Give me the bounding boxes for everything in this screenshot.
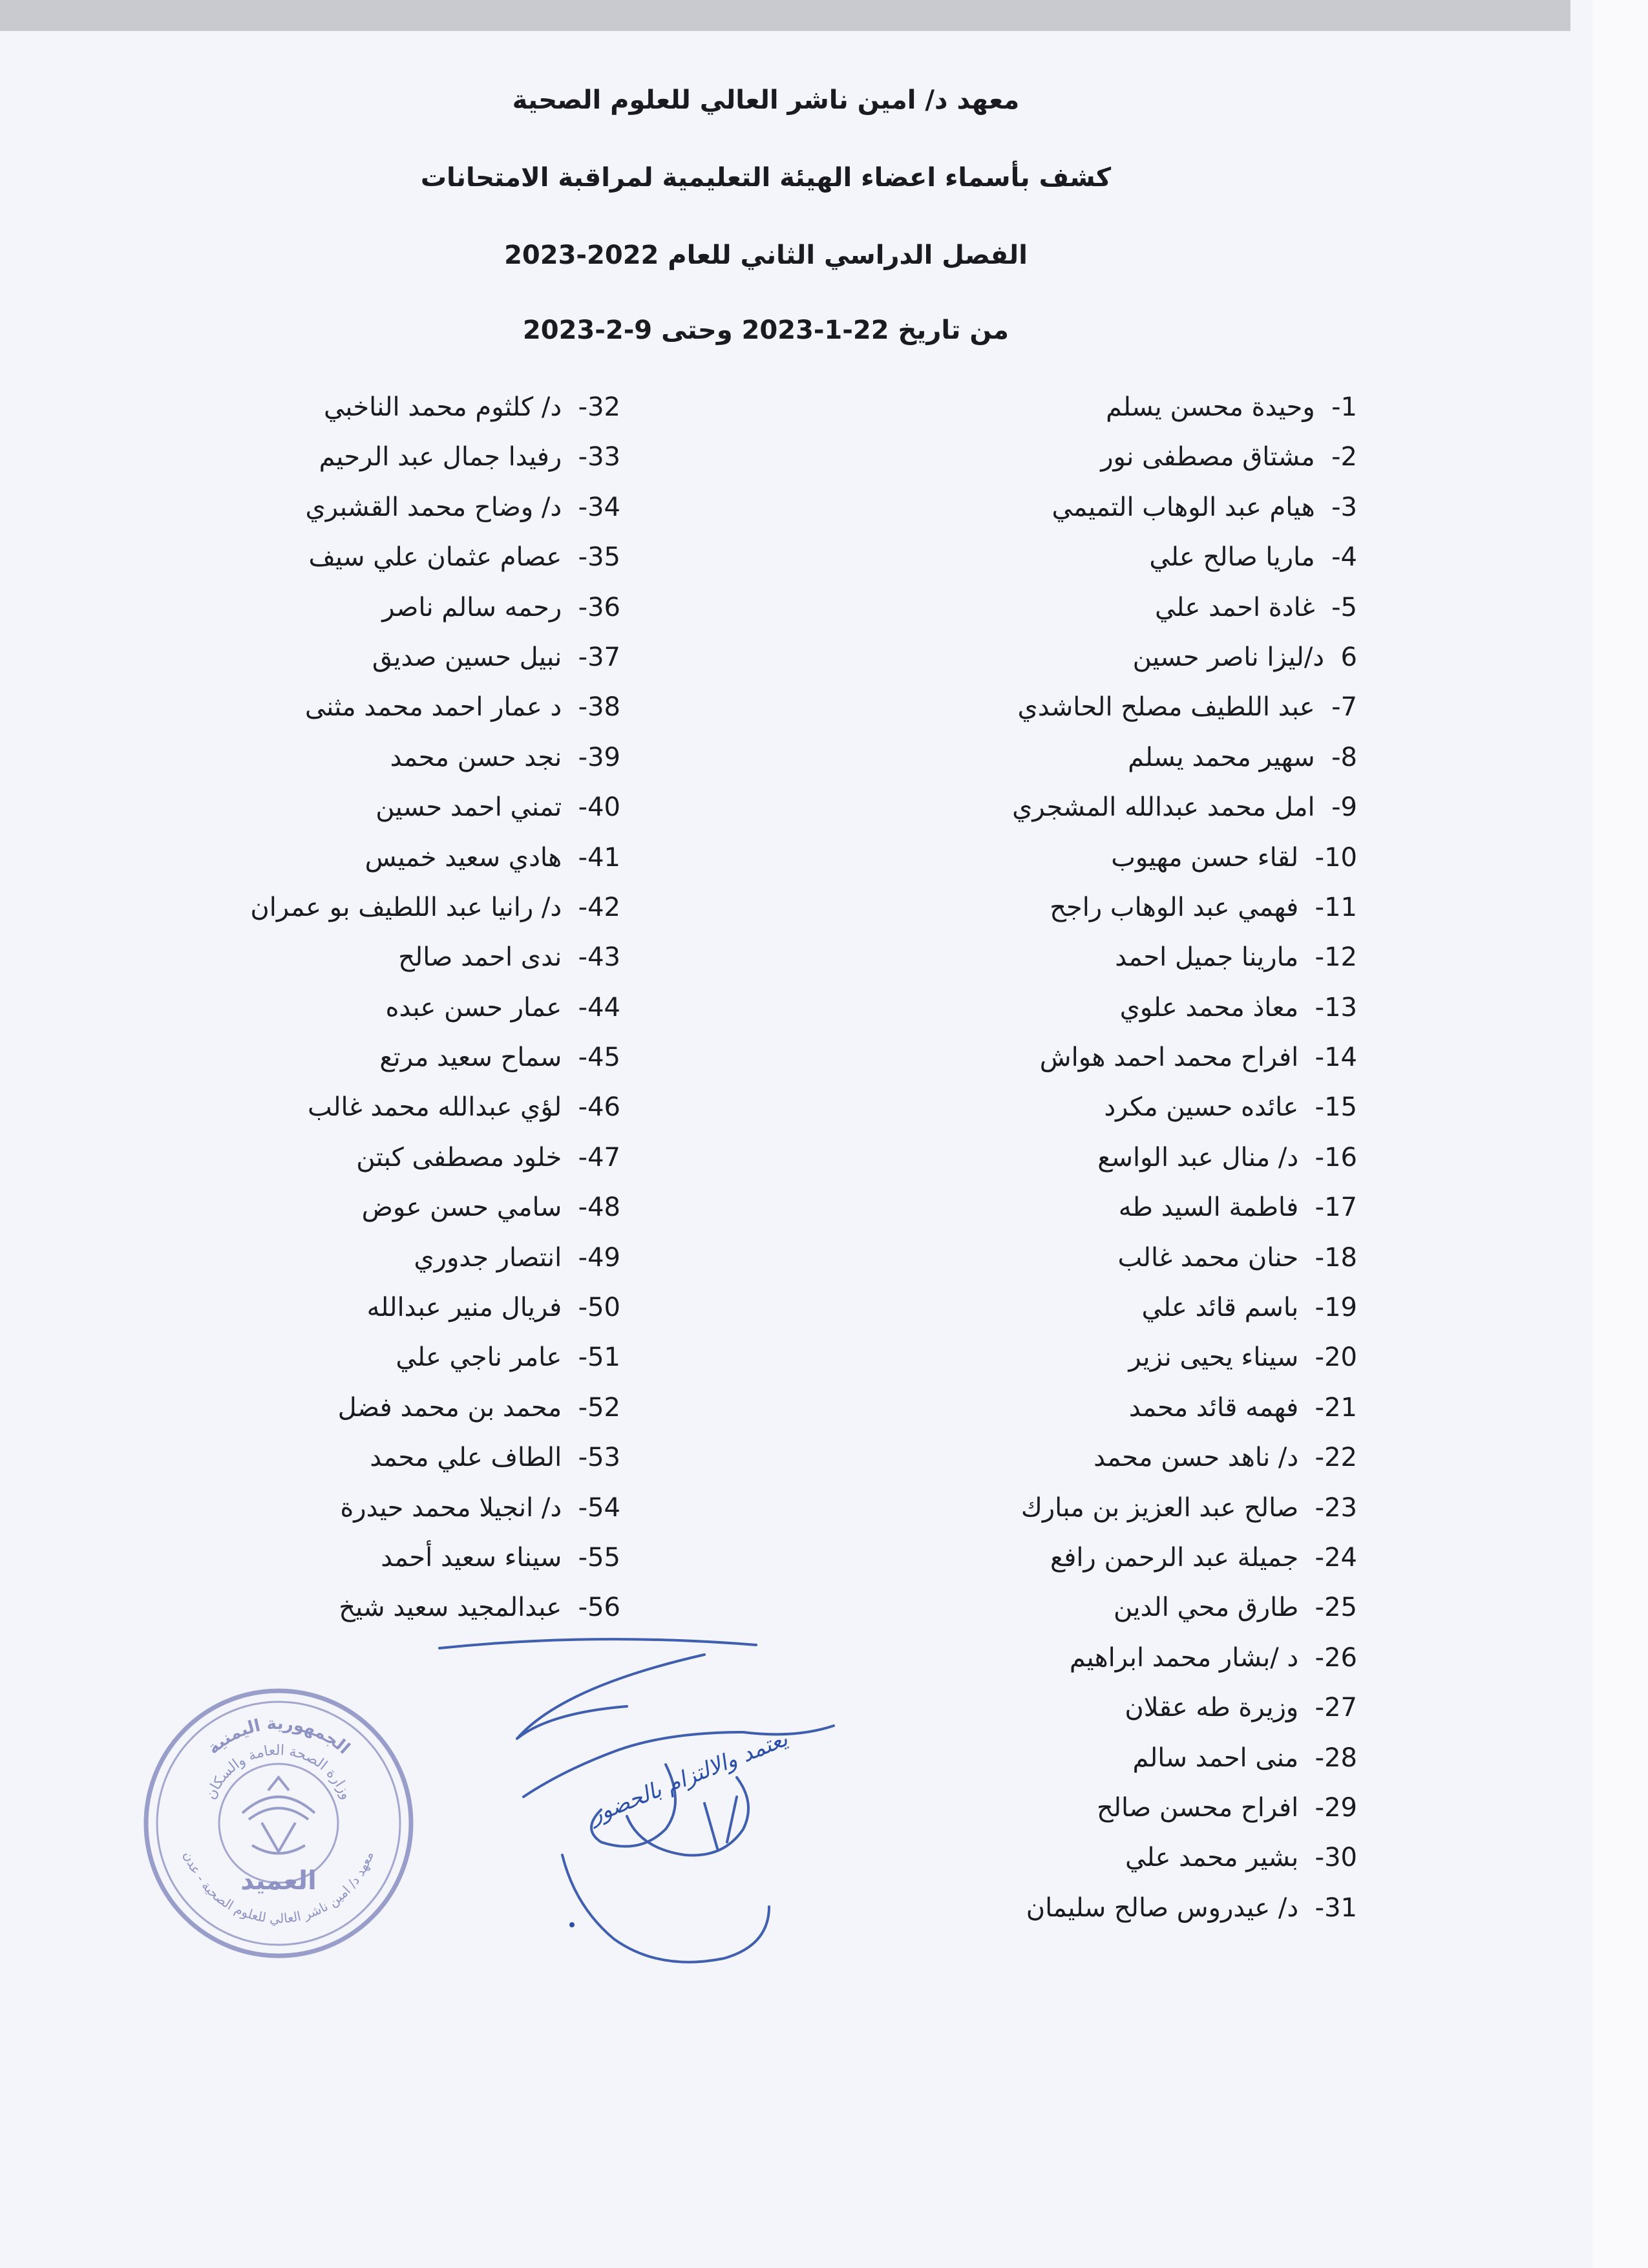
item-name: نجد حسن محمد xyxy=(390,742,562,772)
item-number: 5- xyxy=(1331,592,1357,622)
item-number: 41- xyxy=(578,842,620,873)
list-item xyxy=(65,533,620,582)
item-number: 55- xyxy=(578,1542,620,1573)
item-name: فاطمة السيد طه xyxy=(1118,1192,1299,1223)
item-number: 4- xyxy=(1331,542,1357,573)
list-item xyxy=(65,1033,620,1083)
item-name: هيام عبد الوهاب التميمي xyxy=(1051,492,1315,522)
list-item xyxy=(65,583,620,633)
item-number: 17- xyxy=(1315,1192,1357,1223)
item-name: سهير محمد يسلم xyxy=(1128,742,1315,772)
period-line: من تاريخ 22-1-2023 وحتى 9-2-2023 xyxy=(522,315,1009,345)
list-item xyxy=(776,1433,1357,1483)
item-name: سماح سعيد مرتع xyxy=(379,1043,562,1073)
item-name: هادي سعيد خميس xyxy=(364,842,562,873)
scan-edge-top xyxy=(0,0,1570,31)
institute-name: معهد د/ امين ناشر العالي للعلوم الصحية xyxy=(512,85,1020,115)
list-item xyxy=(776,483,1357,533)
item-name: د عمار احمد محمد مثنى xyxy=(304,692,562,723)
item-number: 3- xyxy=(1331,492,1357,522)
item-number: 50- xyxy=(578,1293,620,1323)
list-item xyxy=(65,1533,620,1583)
item-name: نبيل حسين صديق xyxy=(372,642,562,672)
list-item xyxy=(65,833,620,883)
list-item xyxy=(776,983,1357,1033)
list-item xyxy=(776,1283,1357,1333)
item-number: 42- xyxy=(578,892,620,922)
document-title: كشف بأسماء اعضاء الهيئة التعليمية لمراقبة الامتحانات xyxy=(420,163,1112,193)
item-number: 8- xyxy=(1331,742,1357,772)
list-item xyxy=(65,1233,620,1283)
list-item xyxy=(65,633,620,683)
item-name: د/ رانيا عبد اللطيف بو عمران xyxy=(250,892,562,922)
list-item xyxy=(776,683,1357,732)
item-name: رحمه سالم ناصر xyxy=(382,592,562,622)
signature xyxy=(433,1635,885,1997)
item-number: 48- xyxy=(578,1192,620,1223)
item-number: 32- xyxy=(578,392,620,422)
item-number: 51- xyxy=(578,1342,620,1373)
item-name: غادة احمد علي xyxy=(1154,592,1315,622)
item-number: 39- xyxy=(578,742,620,772)
item-name: معاذ محمد علوي xyxy=(1119,992,1299,1023)
list-item xyxy=(65,883,620,933)
item-name: افراح محسن صالح xyxy=(1097,1792,1299,1823)
item-number: 29- xyxy=(1315,1792,1357,1823)
item-number: 38- xyxy=(578,692,620,723)
list-item xyxy=(776,583,1357,633)
list-item xyxy=(776,533,1357,582)
item-name: عائده حسين مكرد xyxy=(1104,1092,1299,1123)
list-item xyxy=(776,833,1357,883)
item-name: حنان محمد غالب xyxy=(1117,1242,1299,1273)
item-name: لؤي عبدالله محمد غالب xyxy=(308,1092,562,1123)
item-number: 34- xyxy=(578,492,620,522)
item-name: تمني احمد حسين xyxy=(375,792,562,823)
list-item xyxy=(65,1433,620,1483)
item-number: 56- xyxy=(578,1593,620,1623)
item-name: ماريا صالح علي xyxy=(1149,542,1315,573)
list-item xyxy=(776,1583,1357,1633)
item-number: 46- xyxy=(578,1092,620,1123)
eagle-emblem-icon xyxy=(242,1777,315,1854)
list-item xyxy=(65,383,620,432)
item-name: د/ منال عبد الواسع xyxy=(1097,1142,1299,1172)
item-number: 31- xyxy=(1315,1892,1357,1923)
list-item xyxy=(776,733,1357,783)
list-item xyxy=(65,432,620,482)
item-number: 53- xyxy=(578,1443,620,1473)
item-name: د /بشار محمد ابراهيم xyxy=(1069,1642,1299,1673)
item-number: 24- xyxy=(1315,1542,1357,1573)
list-item xyxy=(776,1083,1357,1132)
item-name: ندى احمد صالح xyxy=(398,942,562,973)
list-item xyxy=(65,783,620,832)
semester-line: الفصل الدراسي الثاني للعام 2022-2023 xyxy=(504,240,1028,270)
item-name: د/ عيدروس صالح سليمان xyxy=(1026,1892,1299,1923)
item-name: انتصار جدوري xyxy=(414,1242,562,1273)
list-item xyxy=(65,1333,620,1383)
seal-center-text: العميد xyxy=(240,1866,317,1896)
item-name: سيناء سعيد أحمد xyxy=(381,1542,562,1573)
item-name: باسم قائد علي xyxy=(1141,1293,1299,1323)
item-name: عصام عثمان علي سيف xyxy=(308,542,562,573)
list-item xyxy=(776,1483,1357,1533)
signature-stroke-1 xyxy=(439,1639,756,1648)
item-name: منى احمد سالم xyxy=(1132,1743,1299,1773)
item-name: الطاف علي محمد xyxy=(370,1443,562,1473)
item-name: وزيرة طه عقلان xyxy=(1125,1693,1299,1723)
list-item xyxy=(776,783,1357,832)
item-name: عبد اللطيف مصلح الحاشدي xyxy=(1017,692,1315,723)
list-item xyxy=(65,1383,620,1433)
item-number: 36- xyxy=(578,592,620,622)
item-name: وحيدة محسن يسلم xyxy=(1106,392,1315,422)
list-item xyxy=(65,1283,620,1333)
list-item xyxy=(776,1033,1357,1083)
list-item xyxy=(776,1133,1357,1183)
item-name: لقاء حسن مهيوب xyxy=(1111,842,1299,873)
list-item xyxy=(65,1183,620,1233)
item-number: 19- xyxy=(1315,1293,1357,1323)
item-number: 49- xyxy=(578,1242,620,1273)
item-number: 27- xyxy=(1315,1693,1357,1723)
list-item xyxy=(65,483,620,533)
item-name: د/ وضاح محمد القشبري xyxy=(305,492,562,522)
list-item xyxy=(776,883,1357,933)
item-number: 18- xyxy=(1315,1242,1357,1273)
item-number: 1- xyxy=(1331,392,1357,422)
item-name: د/ ناهد حسن محمد xyxy=(1093,1443,1299,1473)
item-name: مارينا جميل احمد xyxy=(1115,942,1299,973)
scan-edge-right xyxy=(1592,0,1648,2268)
item-number: 33- xyxy=(578,442,620,472)
seal-bottom-text: معهد د/ امين ناشر العالي للعلوم الصحية - عدن xyxy=(180,1849,377,1927)
list-item xyxy=(776,1383,1357,1433)
item-number: 44- xyxy=(578,992,620,1023)
item-name: سامي حسن عوض xyxy=(361,1192,562,1223)
item-number: 30- xyxy=(1315,1843,1357,1873)
item-number: 22- xyxy=(1315,1443,1357,1473)
list-item xyxy=(776,1233,1357,1283)
item-number: 52- xyxy=(578,1392,620,1423)
list-item xyxy=(65,933,620,982)
item-name: محمد بن محمد فضل xyxy=(337,1392,562,1423)
item-name: عمار حسن عبده xyxy=(385,992,562,1023)
seal-top-text: الجمهورية اليمنية xyxy=(204,1713,354,1759)
item-number: 28- xyxy=(1315,1743,1357,1773)
item-name: فريال منير عبدالله xyxy=(366,1293,562,1323)
item-name: رفيدا جمال عبد الرحيم xyxy=(319,442,562,472)
signature-stroke-6 xyxy=(562,1855,769,1962)
seal-ministry-text: وزارة الصحة العامة والسكان xyxy=(202,1742,355,1802)
item-number: 16- xyxy=(1315,1142,1357,1172)
list-item xyxy=(776,933,1357,982)
item-number: 11- xyxy=(1315,892,1357,922)
item-number: 10- xyxy=(1315,842,1357,873)
list-item xyxy=(65,983,620,1033)
list-item xyxy=(65,733,620,783)
item-name: صالح عبد العزيز بن مبارك xyxy=(1020,1492,1299,1523)
list-item xyxy=(776,383,1357,432)
item-number: 37- xyxy=(578,642,620,672)
item-name: خلود مصطفى كبتن xyxy=(356,1142,562,1172)
item-name: بشير محمد علي xyxy=(1125,1843,1299,1873)
item-name: سيناء يحيى نزير xyxy=(1128,1342,1299,1373)
list-item xyxy=(776,432,1357,482)
item-number: 2- xyxy=(1331,442,1357,472)
official-seal xyxy=(139,1684,418,1963)
item-number: 21- xyxy=(1315,1392,1357,1423)
signature-dot xyxy=(569,1922,575,1927)
item-number: 9- xyxy=(1331,792,1357,823)
item-name: د/ كلثوم محمد الناخبي xyxy=(323,392,562,422)
item-number: 47- xyxy=(578,1142,620,1172)
item-name: عامر ناجي علي xyxy=(396,1342,562,1373)
item-number: 23- xyxy=(1315,1492,1357,1523)
list-item xyxy=(65,1133,620,1183)
item-name: مشتاق مصطفى نور xyxy=(1101,442,1315,472)
item-number: 6 xyxy=(1340,642,1357,672)
signature-stroke-2 xyxy=(517,1655,704,1739)
item-number: 35- xyxy=(578,542,620,573)
item-number: 26- xyxy=(1315,1642,1357,1673)
item-number: 54- xyxy=(578,1492,620,1523)
signature-note: يعتمد والالتزام بالحضور xyxy=(586,1726,792,1829)
item-number: 25- xyxy=(1315,1593,1357,1623)
names-list-left xyxy=(65,383,620,1633)
item-number: 13- xyxy=(1315,992,1357,1023)
list-item xyxy=(65,1483,620,1533)
list-item xyxy=(65,1583,620,1633)
item-name: جميلة عبد الرحمن رافع xyxy=(1050,1542,1299,1573)
item-name: افراح محمد احمد هواش xyxy=(1039,1043,1299,1073)
item-number: 20- xyxy=(1315,1342,1357,1373)
item-number: 12- xyxy=(1315,942,1357,973)
item-name: د/ليزا ناصر حسين xyxy=(1132,642,1325,672)
item-number: 40- xyxy=(578,792,620,823)
item-number: 45- xyxy=(578,1043,620,1073)
item-name: فهمه قائد محمد xyxy=(1128,1392,1299,1423)
list-item xyxy=(65,1083,620,1132)
list-item xyxy=(776,1183,1357,1233)
item-name: طارق محي الدين xyxy=(1113,1593,1299,1623)
item-name: د/ انجيلا محمد حيدرة xyxy=(340,1492,562,1523)
item-number: 14- xyxy=(1315,1043,1357,1073)
list-item xyxy=(776,1533,1357,1583)
item-number: 15- xyxy=(1315,1092,1357,1123)
item-name: عبدالمجيد سعيد شيخ xyxy=(339,1593,562,1623)
list-item xyxy=(776,1333,1357,1383)
list-item xyxy=(65,683,620,732)
item-name: فهمي عبد الوهاب راجح xyxy=(1050,892,1299,922)
item-name: امل محمد عبدالله المشجري xyxy=(1012,792,1315,823)
list-item xyxy=(776,633,1357,683)
item-number: 7- xyxy=(1331,692,1357,723)
item-number: 43- xyxy=(578,942,620,973)
